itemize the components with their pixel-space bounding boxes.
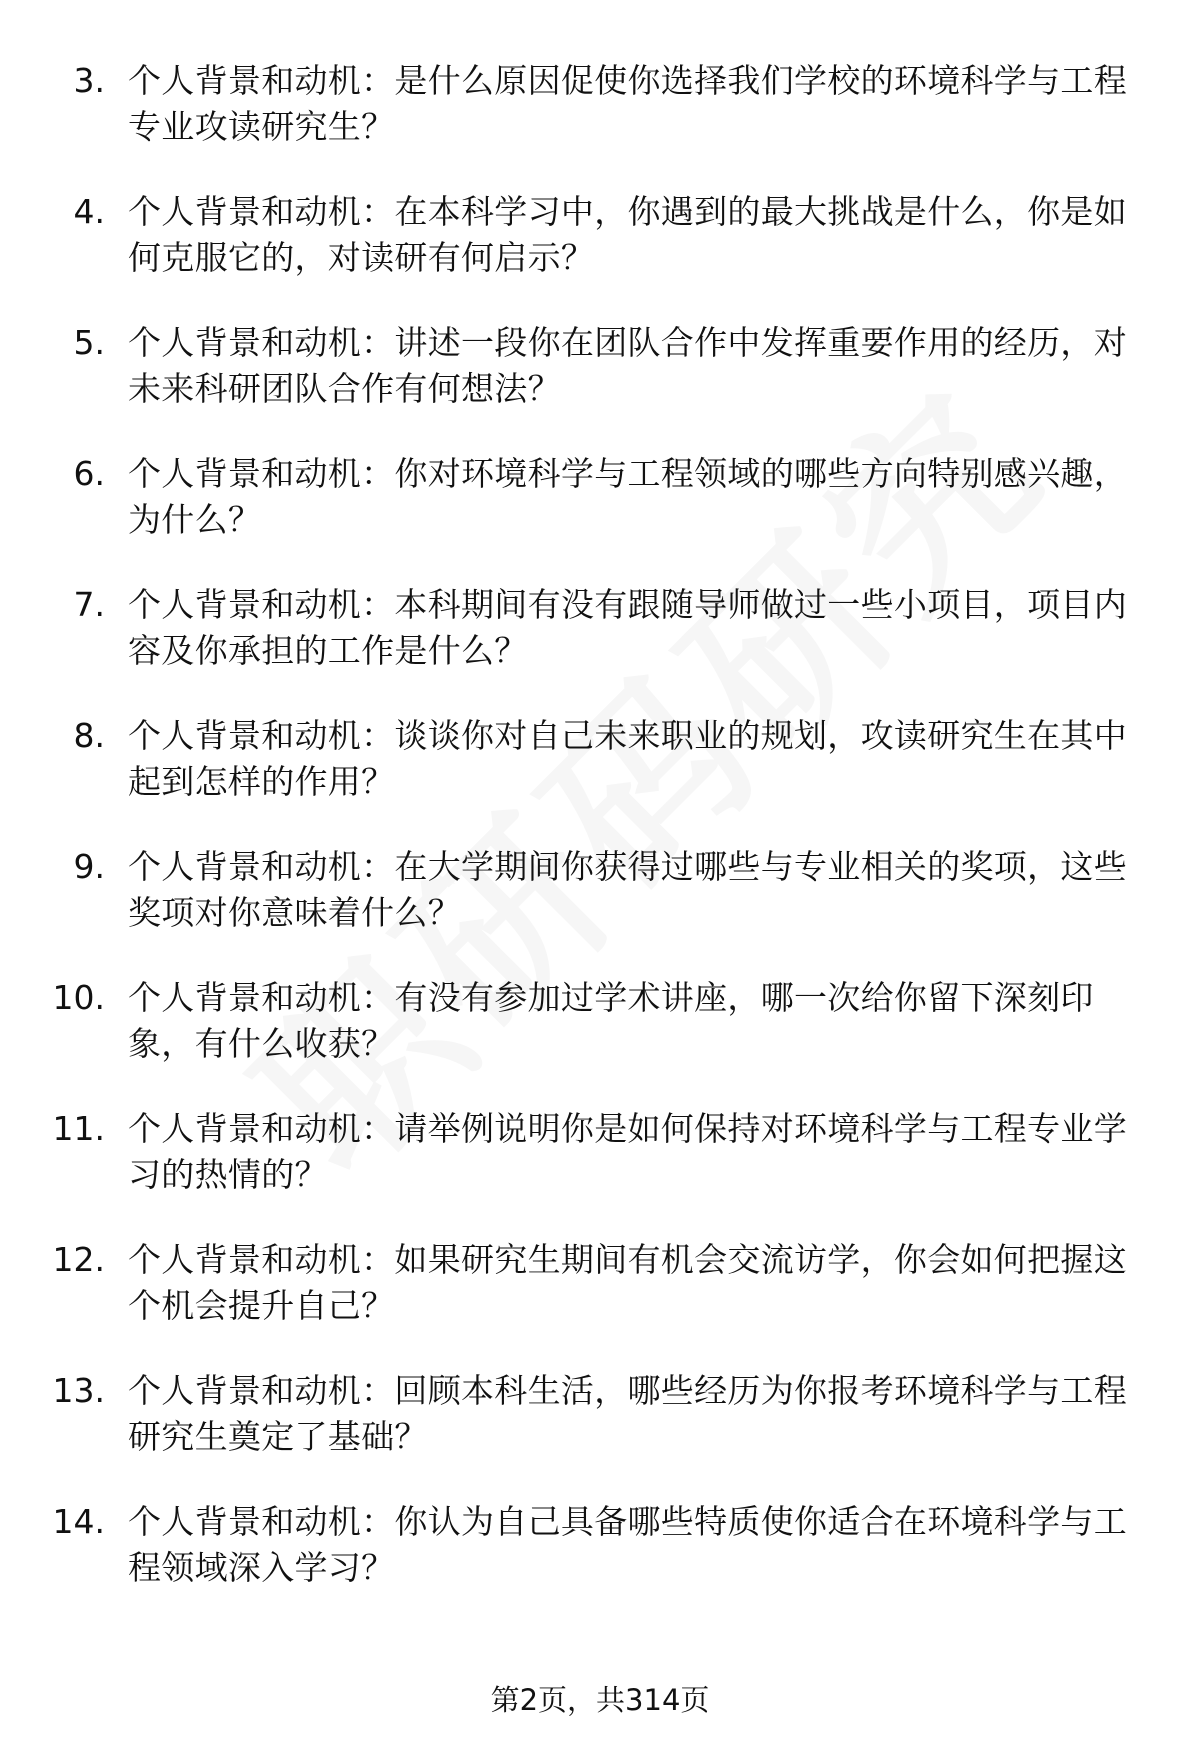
- page-number-footer: 第2页，共314页: [490, 1683, 710, 1717]
- question-text: 个人背景和动机：你对环境科学与工程领域的哪些方向特别感兴趣，为什么？: [128, 454, 1127, 539]
- question-item: [0, 713, 1200, 844]
- question-number: 7.: [73, 585, 105, 624]
- question-text: 个人背景和动机：是什么原因促使你选择我们学校的环境科学与工程专业攻读研究生？: [128, 61, 1127, 146]
- question-item: [0, 1106, 1200, 1237]
- question-number: 12.: [52, 1240, 105, 1279]
- question-text: 个人背景和动机：回顾本科生活，哪些经历为你报考环境科学与工程研究生奠定了基础？: [128, 1371, 1127, 1456]
- question-item: [0, 1237, 1200, 1368]
- question-item: [0, 1499, 1200, 1630]
- question-number: 9.: [73, 847, 105, 886]
- question-number: 14.: [52, 1502, 105, 1541]
- question-list: [0, 58, 1200, 1630]
- question-number: 4.: [73, 192, 105, 231]
- question-text: 个人背景和动机：讲述一段你在团队合作中发挥重要作用的经历，对未来科研团队合作有何想法？: [128, 323, 1127, 408]
- question-text: 个人背景和动机：在本科学习中，你遇到的最大挑战是什么，你是如何克服它的，对读研有何启示？: [128, 192, 1127, 277]
- question-number: 5.: [73, 323, 105, 362]
- question-number: 3.: [73, 61, 105, 100]
- question-text: 个人背景和动机：请举例说明你是如何保持对环境科学与工程专业学习的热情的？: [128, 1109, 1127, 1194]
- question-text: 个人背景和动机：如果研究生期间有机会交流访学，你会如何把握这个机会提升自己？: [128, 1240, 1127, 1325]
- question-item: [0, 189, 1200, 320]
- question-item: [0, 451, 1200, 582]
- question-text: 个人背景和动机：在大学期间你获得过哪些与专业相关的奖项，这些奖项对你意味着什么？: [128, 847, 1127, 932]
- question-number: 13.: [52, 1371, 105, 1410]
- question-item: [0, 1368, 1200, 1499]
- question-number: 8.: [73, 716, 105, 755]
- question-item: [0, 58, 1200, 189]
- question-item: [0, 844, 1200, 975]
- question-item: [0, 582, 1200, 713]
- question-item: [0, 975, 1200, 1106]
- question-number: 6.: [73, 454, 105, 493]
- question-text: 个人背景和动机：本科期间有没有跟随导师做过一些小项目，项目内容及你承担的工作是什么？: [128, 585, 1127, 670]
- question-text: 个人背景和动机：谈谈你对自己未来职业的规划，攻读研究生在其中起到怎样的作用？: [128, 716, 1127, 801]
- question-item: [0, 320, 1200, 451]
- question-text: 个人背景和动机：有没有参加过学术讲座，哪一次给你留下深刻印象，有什么收获？: [128, 978, 1094, 1063]
- question-number: 10.: [52, 978, 105, 1017]
- question-text: 个人背景和动机：你认为自己具备哪些特质使你适合在环境科学与工程领域深入学习？: [128, 1502, 1127, 1587]
- question-number: 11.: [52, 1109, 105, 1148]
